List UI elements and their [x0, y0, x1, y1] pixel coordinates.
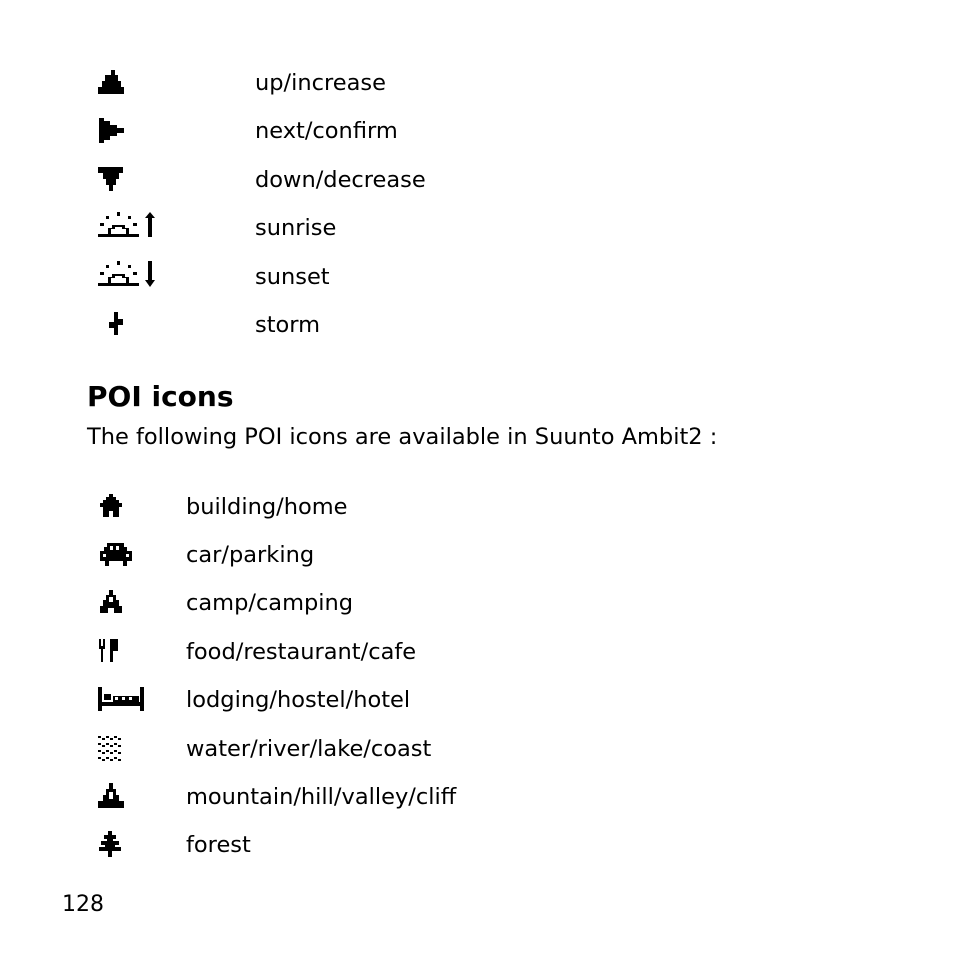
section-heading: POI icons: [87, 380, 234, 413]
icon-label: sunrise: [255, 215, 337, 241]
camp-icon: [98, 583, 128, 623]
poi-label: car/parking: [186, 542, 315, 568]
icon-row-down: [0, 160, 954, 200]
icon-label: storm: [255, 312, 321, 338]
storm-icon: [106, 305, 126, 345]
mountain-icon: [98, 777, 128, 817]
car-icon: [98, 535, 136, 575]
sunset-icon: [98, 257, 162, 297]
lodging-icon: [98, 680, 146, 720]
poi-label: building/home: [186, 494, 348, 520]
poi-label: water/river/lake/coast: [186, 736, 432, 762]
poi-row-food: [0, 632, 954, 672]
forest-icon: [98, 825, 124, 865]
poi-row-water: [0, 729, 954, 769]
building-icon: [99, 487, 125, 527]
poi-row-camp: [0, 583, 954, 623]
icon-label: next/confirm: [255, 118, 398, 144]
icon-label: down/decrease: [255, 167, 426, 193]
icon-row-up: [0, 63, 954, 103]
sunrise-icon: [98, 208, 162, 248]
poi-label: mountain/hill/valley/cliff: [186, 784, 457, 810]
poi-label: lodging/hostel/hotel: [186, 687, 411, 713]
icon-row-sunset: [0, 257, 954, 297]
poi-row-mountain: [0, 777, 954, 817]
section-intro: The following POI icons are available in Suunto Ambit2 :: [87, 424, 718, 450]
icon-row-next: [0, 111, 954, 151]
page-number: 128: [62, 892, 104, 917]
icon-label: sunset: [255, 264, 330, 290]
poi-label: forest: [186, 832, 251, 858]
water-icon: [98, 729, 126, 769]
poi-label: camp/camping: [186, 590, 354, 616]
food-icon: [98, 632, 124, 672]
icon-label: up/increase: [255, 70, 386, 96]
icon-row-sunrise: [0, 208, 954, 248]
poi-row-car: [0, 535, 954, 575]
next-arrow-icon: [98, 111, 128, 151]
icon-row-storm: [0, 305, 954, 345]
poi-row-forest: [0, 825, 954, 865]
up-triangle-icon: [98, 63, 128, 103]
poi-row-lodging: [0, 680, 954, 720]
poi-row-building: [0, 487, 954, 527]
poi-label: food/restaurant/cafe: [186, 639, 417, 665]
down-triangle-icon: [98, 160, 128, 200]
